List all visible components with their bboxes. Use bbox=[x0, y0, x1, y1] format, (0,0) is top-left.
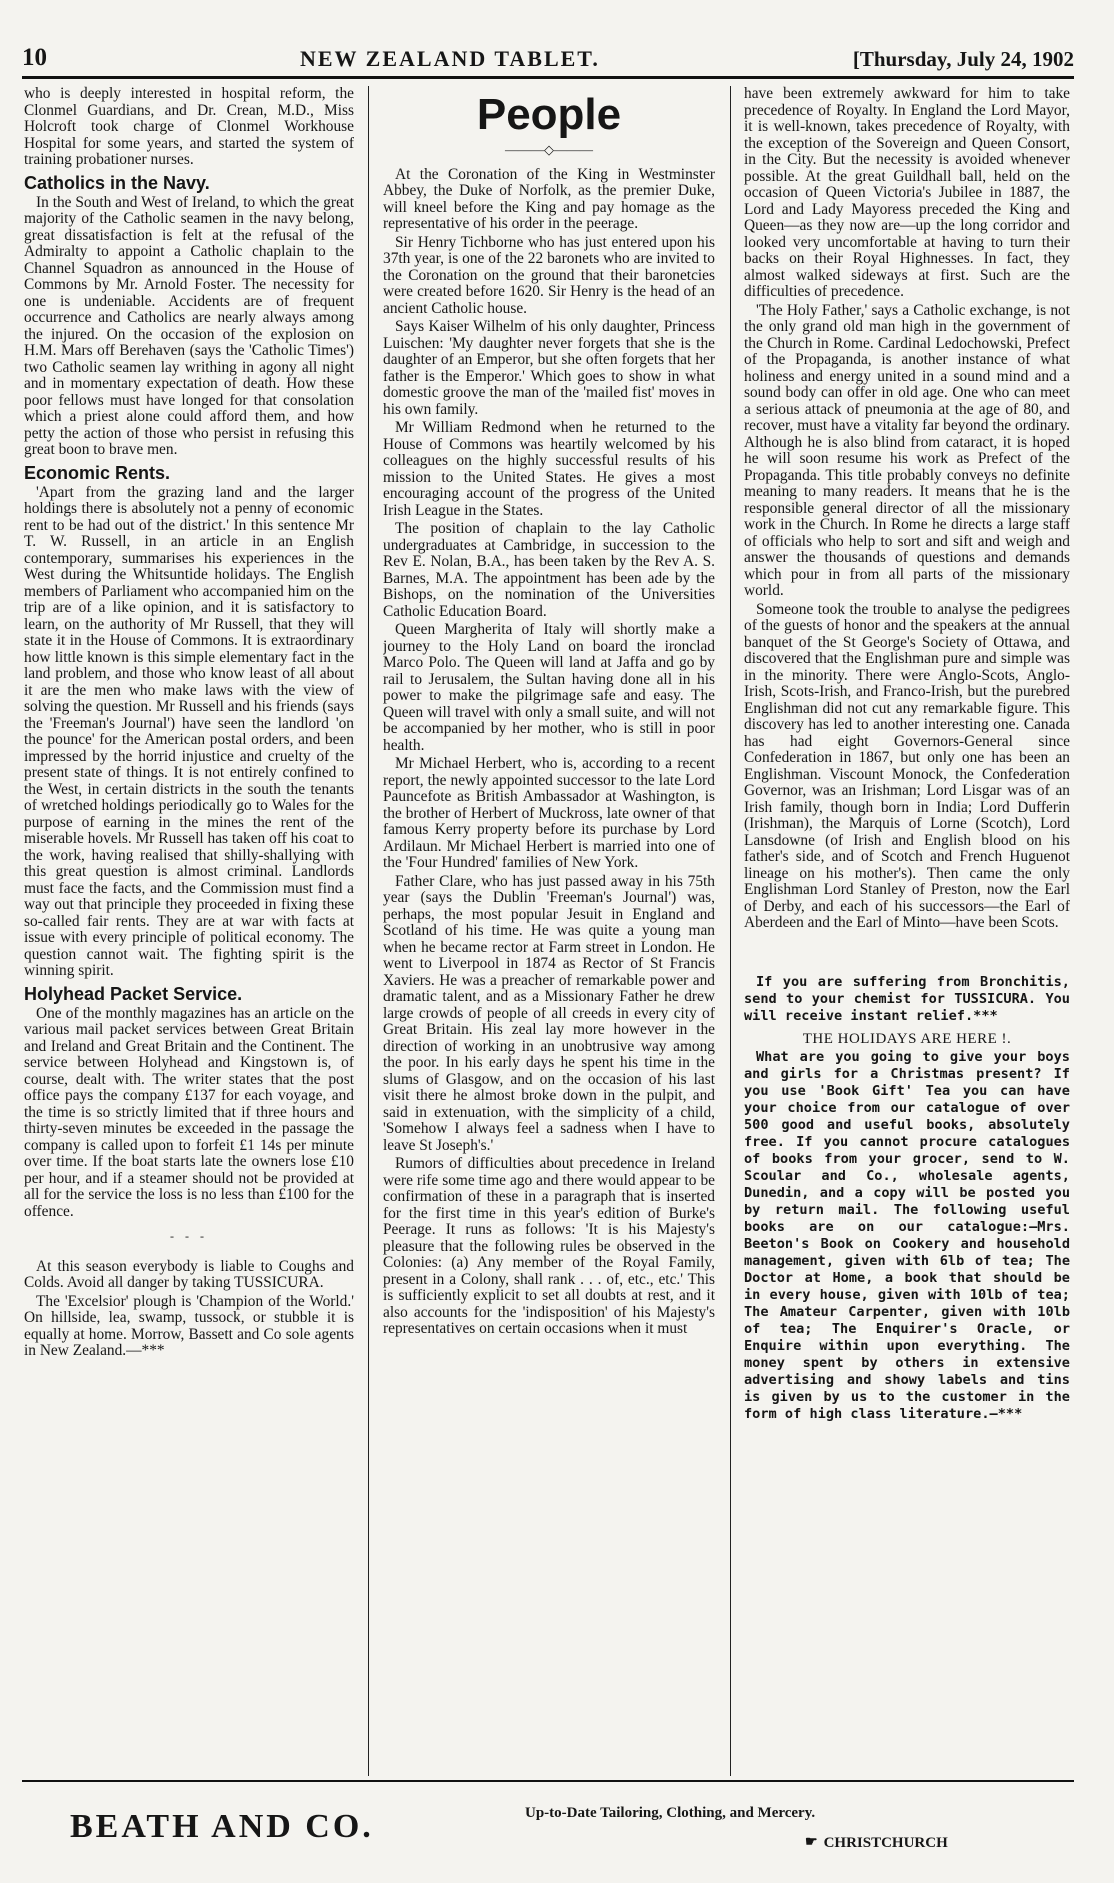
section-title: People bbox=[476, 90, 622, 139]
ad-heading: THE HOLIDAYS ARE HERE !. bbox=[802, 1030, 1012, 1047]
paragraph: 'The Holy Father,' says a Catholic exchange, is not the only grand old man high in the government of the Church in Rome. Cardinal Ledochowski, Prefect of the Propaganda, is another instance of what holiness and energy united in a sound mind and a sound body can offer in old age. One who can meet a serious attack of pneumonia at the age of 80, and recover, must have a vitality far beyond the ordinary. Although he is also blind from cataract, it is hoped he will soon resume his work as Prefect of the Propaganda. This title probably conveys no definite meaning to many readers. It means that he is the responsible general director of all the missionary work in the Church. In Rome he directs a large staff of officials who help to sort and sift and weigh and answer the thousands of questions and demands which pour in from all parts of the missionary world. bbox=[744, 301, 1070, 599]
footer-brand: BEATH AND CO. bbox=[70, 1808, 374, 1845]
footer-ad bbox=[525, 1798, 948, 1858]
footer-rule bbox=[22, 1780, 1074, 1782]
paragraph: Someone took the trouble to analyse the pedigrees of the guests of honor and the speakers at the annual banquet of the St George's Society of Ottawa, and discovered that the Englishman pure and simple was in the minority. There were Anglo-Scots, Anglo-Irish, Scots-Irish, and Franco-Irish, but the purebred Englishman did not cut any remarkable figure. This discovery has led to another interesting one. Canada has had eight Governors-General since Confederation in 1867, but only one has been an Englishman. Viscount Monock, the Confederation Governor, was an Irishman; Lord Lisgar was of an Irish family, though born in India; Lord Dufferin (Irishman), the Marquis of Lorne (Scotch), Lord Lansdowne (of Irish and English blood on his father's side, and of Scotch and French Huguenot lineage on his mother's). Then came the only Englishman Lord Stanley of Preston, now the Earl of Derby, and each of his successors—the Earl of Aberdeen and the Earl of Minto—have been Scots. bbox=[744, 600, 1070, 931]
subheading-navy: Catholics in the Navy. bbox=[24, 172, 210, 193]
footer-tagline: Up-to-Date Tailoring, Clothing, and Mercery. bbox=[525, 1805, 816, 1821]
ornament: ———◇——— bbox=[505, 142, 593, 157]
column-left bbox=[24, 86, 354, 1776]
footer-city-line bbox=[525, 1828, 948, 1858]
column-divider bbox=[368, 86, 369, 1776]
paragraph: In the South and West of Ireland, to which the great majority of the Catholic seamen in the navy belong, great dissatisfaction is felt at the refusal of the Admiralty to appoint a Catholic chaplain to the Channel Squadron as announced in the House of Commons by Mr. Arnold Foster. The necessity for one is undeniable. Accidents are of frequent occurrence and Catholics are nearly always among the injured. On the occasion of the explosion on H.M. Mars off Berehaven (says the 'Catholic Times') two Catholic seamen lay writhing in agony all night and in momentary expectation of death. How these poor fellows must have longed for that consolation which a priest alone could afford them, and how petty the action of those who persist in refusing this great boon to brave men. bbox=[24, 193, 354, 458]
paragraph: 'Apart from the grazing land and the larger holdings there is absolutely not a penny of economic rent to be had out of the district.' In this sentence Mr T. W. Russell, in an article in an English contemporary, summarises his experiences in the West during the Whitsuntide holidays. The English members of Parliament who accompanied him on the trip are of a like opinion, and it is satisfactory to learn, on the authority of Mr Russell, that they will state it in the House of Commons. It is extraordinary how little known is this simple elementary fact in the land problem, and those who know least of all about it are the men who make laws with the view of solving the question. Mr Russell and his friends (says the 'Freeman's Journal') have seen the landlord 'on the pounce' for the American postal orders, and been impressed by the horrid injustice and cruelty of the present state of things. It is not entirely confined to the West, in certain districts in the south the tenants of wretched holdings periodically go to Wales for the purpose of earning in the mines the rent of the miserable hovels. Mr Russell has taken off his coat to the work, having realised that shilly-shallying with this great question is almost criminal. Landlords must face the facts, and the Commission must find a way out that principle they proceeded in fixing these so-called fair rents. They are at war with facts at issue with every principle of political economy. The question cannot wait. The fighting spirit is the winning spirit. bbox=[24, 483, 354, 979]
paragraph: Sir Henry Tichborne who has just entered upon his 37th year, is one of the 22 baronets who are invited to the Coronation on the ground that their baronetcies were created before 1620. Sir Henry is the head of an ancient Catholic house. bbox=[383, 233, 715, 317]
column-divider bbox=[730, 86, 731, 1776]
paragraph: At the Coronation of the King in Westminster Abbey, the Duke of Norfolk, as the premier Duke, will kneel before the King and pay homage as the representative of his order in the peerage. bbox=[383, 165, 715, 232]
header-rule bbox=[22, 76, 1074, 79]
page-header bbox=[22, 38, 1074, 72]
column-middle bbox=[383, 86, 715, 1776]
paragraph: Mr William Redmond when he returned to the House of Commons was heartily welcomed by his colleagues on the highly successful results of his mission to the United States. He gives a most encouraging account of the progress of the United Irish League in the States. bbox=[383, 419, 715, 519]
advertisement: What are you going to give your boys and girls for a Christmas present? If you use 'Book Gift' Tea you can have your choice from our catalogue of over 500 good and useful books, absolutely free. If you cannot procure catalogues of books from your grocer, send to W. Scoular and Co., wholesale agents, Dunedin, and a copy will be posted you by return mail. The following useful books are on our catalogue:—Mrs. Beeton's Book on Cookery and household management, given with 6lb of tea; The Doctor at Home, a book that should be in every house, given with 10lb of tea; The Amateur Carpenter, given with 10lb of tea; The Enquirer's Oracle, or Enquire within upon everything. The money spent by others in extensive advertising and showy labels and tins is given by us to the customer in the form of high class literature.—*** bbox=[744, 1049, 1070, 1422]
paragraph: Rumors of difficulties about precedence in Ireland were rife some time ago and there would appear to be confirmation of these in a paragraph that is inserted for the first time in this year's edition of Burke's Peerage. It runs as follows: 'It is his Majesty's pleasure that the following rules be observed in the Colonies: (a) Any member of the Royal Family, present in a Colony, shall rank . . . of, etc., etc.' This is sufficiently explicit to set all doubts at rest, and it also accounts for the 'indisposition' of his Majesty's representatives on certain occasions when it must bbox=[383, 1155, 715, 1337]
paragraph: One of the monthly magazines has an article on the various mail packet services between Great Britain and Ireland and Great Britain and the Continent. The service between Holyhead and Kingstown is, of course, dealt with. The writer states that the post office pays the company £137 for each voyage, and the time is so strictly limited that if three hours and thirty-seven minutes be exceeded in the passage the company is called upon to forfeit £1 14s per minute over time. If the boat starts late the owners lose £10 per hour, and if a steamer should not be provided at all for the service the loss is no less than £100 for the offence. bbox=[24, 1004, 354, 1220]
dateline: [Thursday, July 24, 1902 bbox=[852, 47, 1074, 71]
page-number: 10 bbox=[22, 44, 47, 71]
subheading-rents: Economic Rents. bbox=[24, 462, 171, 483]
spacer bbox=[744, 934, 1070, 974]
paragraph: The position of chaplain to the lay Catholic undergraduates at Cambridge, in succession to the Rev E. Nolan, B.A., has been taken by the Rev A. S. Barnes, M.A. The appointment has been ade by the Bishops, on the nomination of the Universities Catholic Education Board. bbox=[383, 520, 715, 620]
paragraph: Mr Michael Herbert, who is, according to a recent report, the newly appointed successor to the late Lord Pauncefote as British Ambassador at Washington, is the brother of Herbert of Muckross, late owner of that famous Kerry property before its purchase by Lord Ardilaun. Mr Michael Herbert is married into one of the 'Four Hundred' families of New York. bbox=[383, 755, 715, 871]
advertisement: At this season everybody is liable to Coughs and Colds. Avoid all danger by taking TUSSICURA. bbox=[24, 1257, 354, 1291]
paragraph: Queen Margherita of Italy will shortly make a journey to the Holy Land on board the ironclad Marco Polo. The Queen will land at Jaffa and go by rail to Jerusalem, the Sultan having done all in his power to make the pilgrimage safe and easy. The Queen will travel with only a small suite, and will not be accompanied by her mother, who is still in poor health. bbox=[383, 621, 715, 754]
section-divider: - - - bbox=[170, 1229, 208, 1243]
paragraph: have been extremely awkward for him to take precedence of Royalty. In England the Lord Mayor, it is well-known, takes precedence of Royalty, with the exception of the Sovereign and Queen Consort, in the City. But the necessity is avoided whenever possible. At the great Guildhall ball, held on the occasion of Queen Victoria's Jubilee in 1887, the Lord and Lady Mayoress preceded the King and Queen—as they now are—up the long corridor and looked very uncomfortable at having to turn their backs on their Royal Highnesses. In fact, they almost walked sideways at first. Such are the difficulties of precedence. bbox=[744, 86, 1070, 300]
column-right bbox=[744, 86, 1070, 1776]
article-continuation: who is deeply interested in hospital reform, the Clonmel Guardians, and Dr. Crean, M.D., Miss Holcroft took charge of Clonmel Workhouse Hospital for some years, and started the system of training probationer nurses. bbox=[24, 86, 354, 168]
masthead: NEW ZEALAND TABLET. bbox=[300, 46, 600, 71]
advertisement: The 'Excelsior' plough is 'Champion of the World.' On hillside, lea, swamp, tussock, or stubble it is equally at home. Morrow, Bassett and Co sole agents in New Zealand.—*** bbox=[24, 1292, 354, 1359]
paragraph: Father Clare, who has just passed away in his 75th year (says the Dublin 'Freeman's Journal') was, perhaps, the most popular Jesuit in England and Scotland of his time. He was quite a young man when he became rector at Farm street in London. He went to Liverpool in 1874 as Rector of St Francis Xaviers. He was a preacher of remarkable power and dramatic talent, and as a Missionary Father he drew large crowds of people of all creeds in every city of Great Britain. His zeal lay more however in the direction of working in an unobtrusive way among the poor. In his early days he spent his time in the slums of Glasgow, and on the occasion of his last visit there he almost broke down in the pulpit, and said in extenuation, with the simplicity of a child, 'Somehow I always feel a sadness when I have to leave St Joseph's.' bbox=[383, 872, 715, 1154]
subheading-packet: Holyhead Packet Service. bbox=[24, 983, 243, 1004]
pointing-hand-icon: ☛ bbox=[805, 1835, 818, 1850]
footer-city: CHRISTCHURCH bbox=[823, 1835, 948, 1851]
paragraph: Says Kaiser Wilhelm of his only daughter, Princess Luischen: 'My daughter never forgets that she is the daughter of an Emperor, but she often forgets that her father is the Emperor.' Which goes to show in what domestic groove the man of the 'mailed fist' moves in his own family. bbox=[383, 318, 715, 418]
advertisement: If you are suffering from Bronchitis, send to your chemist for TUSSICURA. You will receive instant relief.*** bbox=[744, 973, 1070, 1024]
